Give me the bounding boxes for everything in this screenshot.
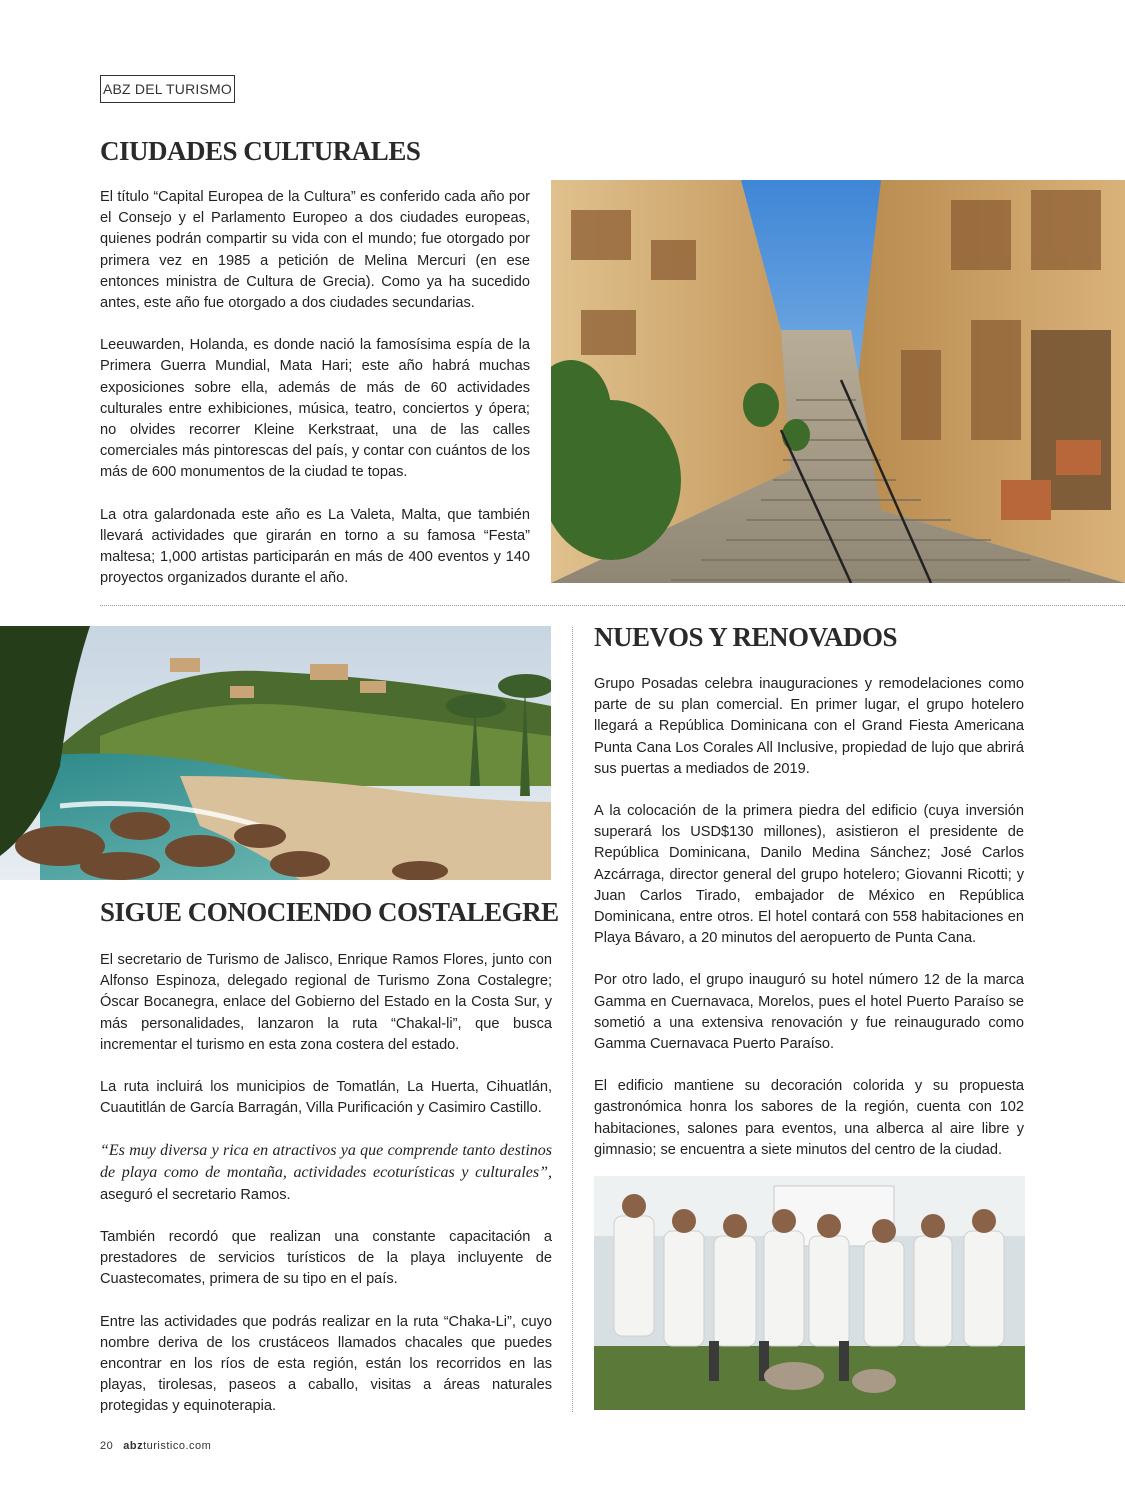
page-number: 20 [100, 1440, 114, 1452]
valletta-street-photo [551, 180, 1125, 583]
footer-brand-domain: turistico.com [143, 1440, 212, 1452]
quote-paragraph [100, 1140, 552, 1206]
paragraph: A la colocación de la primera piedra del edificio (cuya inversión superará los USD$130 millones), asistieron el presidente de República Dominicana, Danilo Medina Sánchez; José Carlos Azcárraga, director general del grupo hotelero; Giovanni Ricotti; y Juan Carlos Tirado, embajador de México en República Dominicana, entre otros. El hotel contará con 558 habitaciones en Playa Bávaro, a 20 minutos del aeropuerto de Punta Cana. [594, 803, 1024, 947]
paragraph: El título “Capital Europea de la Cultura” es conferido cada año por el Consejo y el Parlamento Europeo a dos ciudades europeas, quienes podrán compartir su vida con el mundo; fue otorgado por primera vez en 1985 a petición de Melina Mercuri (en ese entonces ministra de Cultura de Grecia). Como ya ha sucedido antes, este año fue otorgado a dos ciudades secundarias. [100, 189, 530, 312]
paragraph: El secretario de Turismo de Jalisco, Enrique Ramos Flores, junto con Alfonso Espinoza, delegado regional de Turismo Zona Costalegre; Óscar Bocanegra, enlace del Gobierno del Estado en la Costa Sur, y más personalidades, lanzaron la ruta “Chakal-li”, que busca incrementar el turismo en esta zona costera del estado. [100, 952, 552, 1053]
column-divider [572, 627, 573, 1412]
paragraph: Por otro lado, el grupo inauguró su hotel número 12 de la marca Gamma en Cuernavaca, Morelos, pues el hotel Puerto Paraíso se sometió a una extensiva renovación y fue reinaugurado como Gamma Cuernavaca Puerto Paraíso. [594, 972, 1024, 1053]
article-title-ciudades: CIUDADES CULTURALES [100, 136, 421, 166]
quote-attribution: aseguró el secretario Ramos. [100, 1186, 291, 1203]
article-title-costalegre: SIGUE CONOCIENDO COSTALEGRE [100, 897, 559, 927]
paragraph: La otra galardonada este año es La Valeta, Malta, que también llevará actividades que girarán en torno a su famosa “Festa” maltesa; 1,000 artistas participarán en más de 400 eventos y 140 proyectos organizados durante el año. [100, 506, 530, 587]
paragraph: También recordó que realizan una constante capacitación a prestadores de servicios turísticos de la playa incluyente de Cuastecomates, primera de su tipo en el país. [100, 1229, 552, 1288]
paragraph: Grupo Posadas celebra inauguraciones y remodelaciones como parte de su plan comercial. En primer lugar, el grupo hotelero llegará a República Dominicana con el Grand Fiesta Americana Punta Cana Los Corales All Inclusive, propiedad de lujo que abrirá sus puertas a mediados de 2019. [594, 676, 1024, 777]
costalegre-beach-photo [0, 626, 551, 880]
article-title-nuevos: NUEVOS Y RENOVADOS [594, 622, 898, 652]
paragraph: Leeuwarden, Holanda, es donde nació la famosísima espía de la Primera Guerra Mundial, Mata Hari; este año habrá muchas exposiciones sobre ella, además de más de 60 actividades culturales entre exhibiciones, música, teatro, conciertos y ópera; no olvides recorrer Kleine Kerkstraat, una de las calles comerciales más pintorescas del país, y contar con cuántos de los más de 600 monumentos de la ciudad te topas. [100, 337, 530, 481]
section-divider [100, 605, 1125, 606]
paragraph: La ruta incluirá los municipios de Tomatlán, La Huerta, Cihuatlán, Cuautitlán de García Barragán, Villa Purificación y Casimiro Castillo. [100, 1079, 552, 1117]
article-body-nuevos [594, 674, 1024, 1182]
paragraph: Entre las actividades que podrás realizar en la ruta “Chaka-Li”, cuyo nombre deriva de los crustáceos llamados chacales que puedes encontrar en los ríos de esta región, están los recorridos en las playas, tirolesas, paseos a caballo, visitas a áreas naturales protegidas y equinoterapia. [100, 1313, 552, 1415]
quote-text: “Es muy diversa y rica en atractivos ya que comprende tanto destinos de playa como de montaña, actividades ecoturísticas y culturales”, [100, 1142, 552, 1181]
paragraph: El edificio mantiene su decoración colorida y su propuesta gastronómica honra los sabores de la región, cuenta con 102 habitaciones, salones para eventos, una alberca al aire libre y gimnasio; se encuentra a siete minutos del centro de la ciudad. [594, 1078, 1024, 1158]
page-footer [100, 1440, 211, 1452]
groundbreaking-ceremony-photo [594, 1176, 1025, 1410]
article-body-costalegre [100, 950, 552, 1439]
footer-brand-bold: abz [123, 1440, 144, 1452]
article-body-ciudades [100, 187, 530, 610]
section-tag: ABZ DEL TURISMO [100, 75, 235, 103]
